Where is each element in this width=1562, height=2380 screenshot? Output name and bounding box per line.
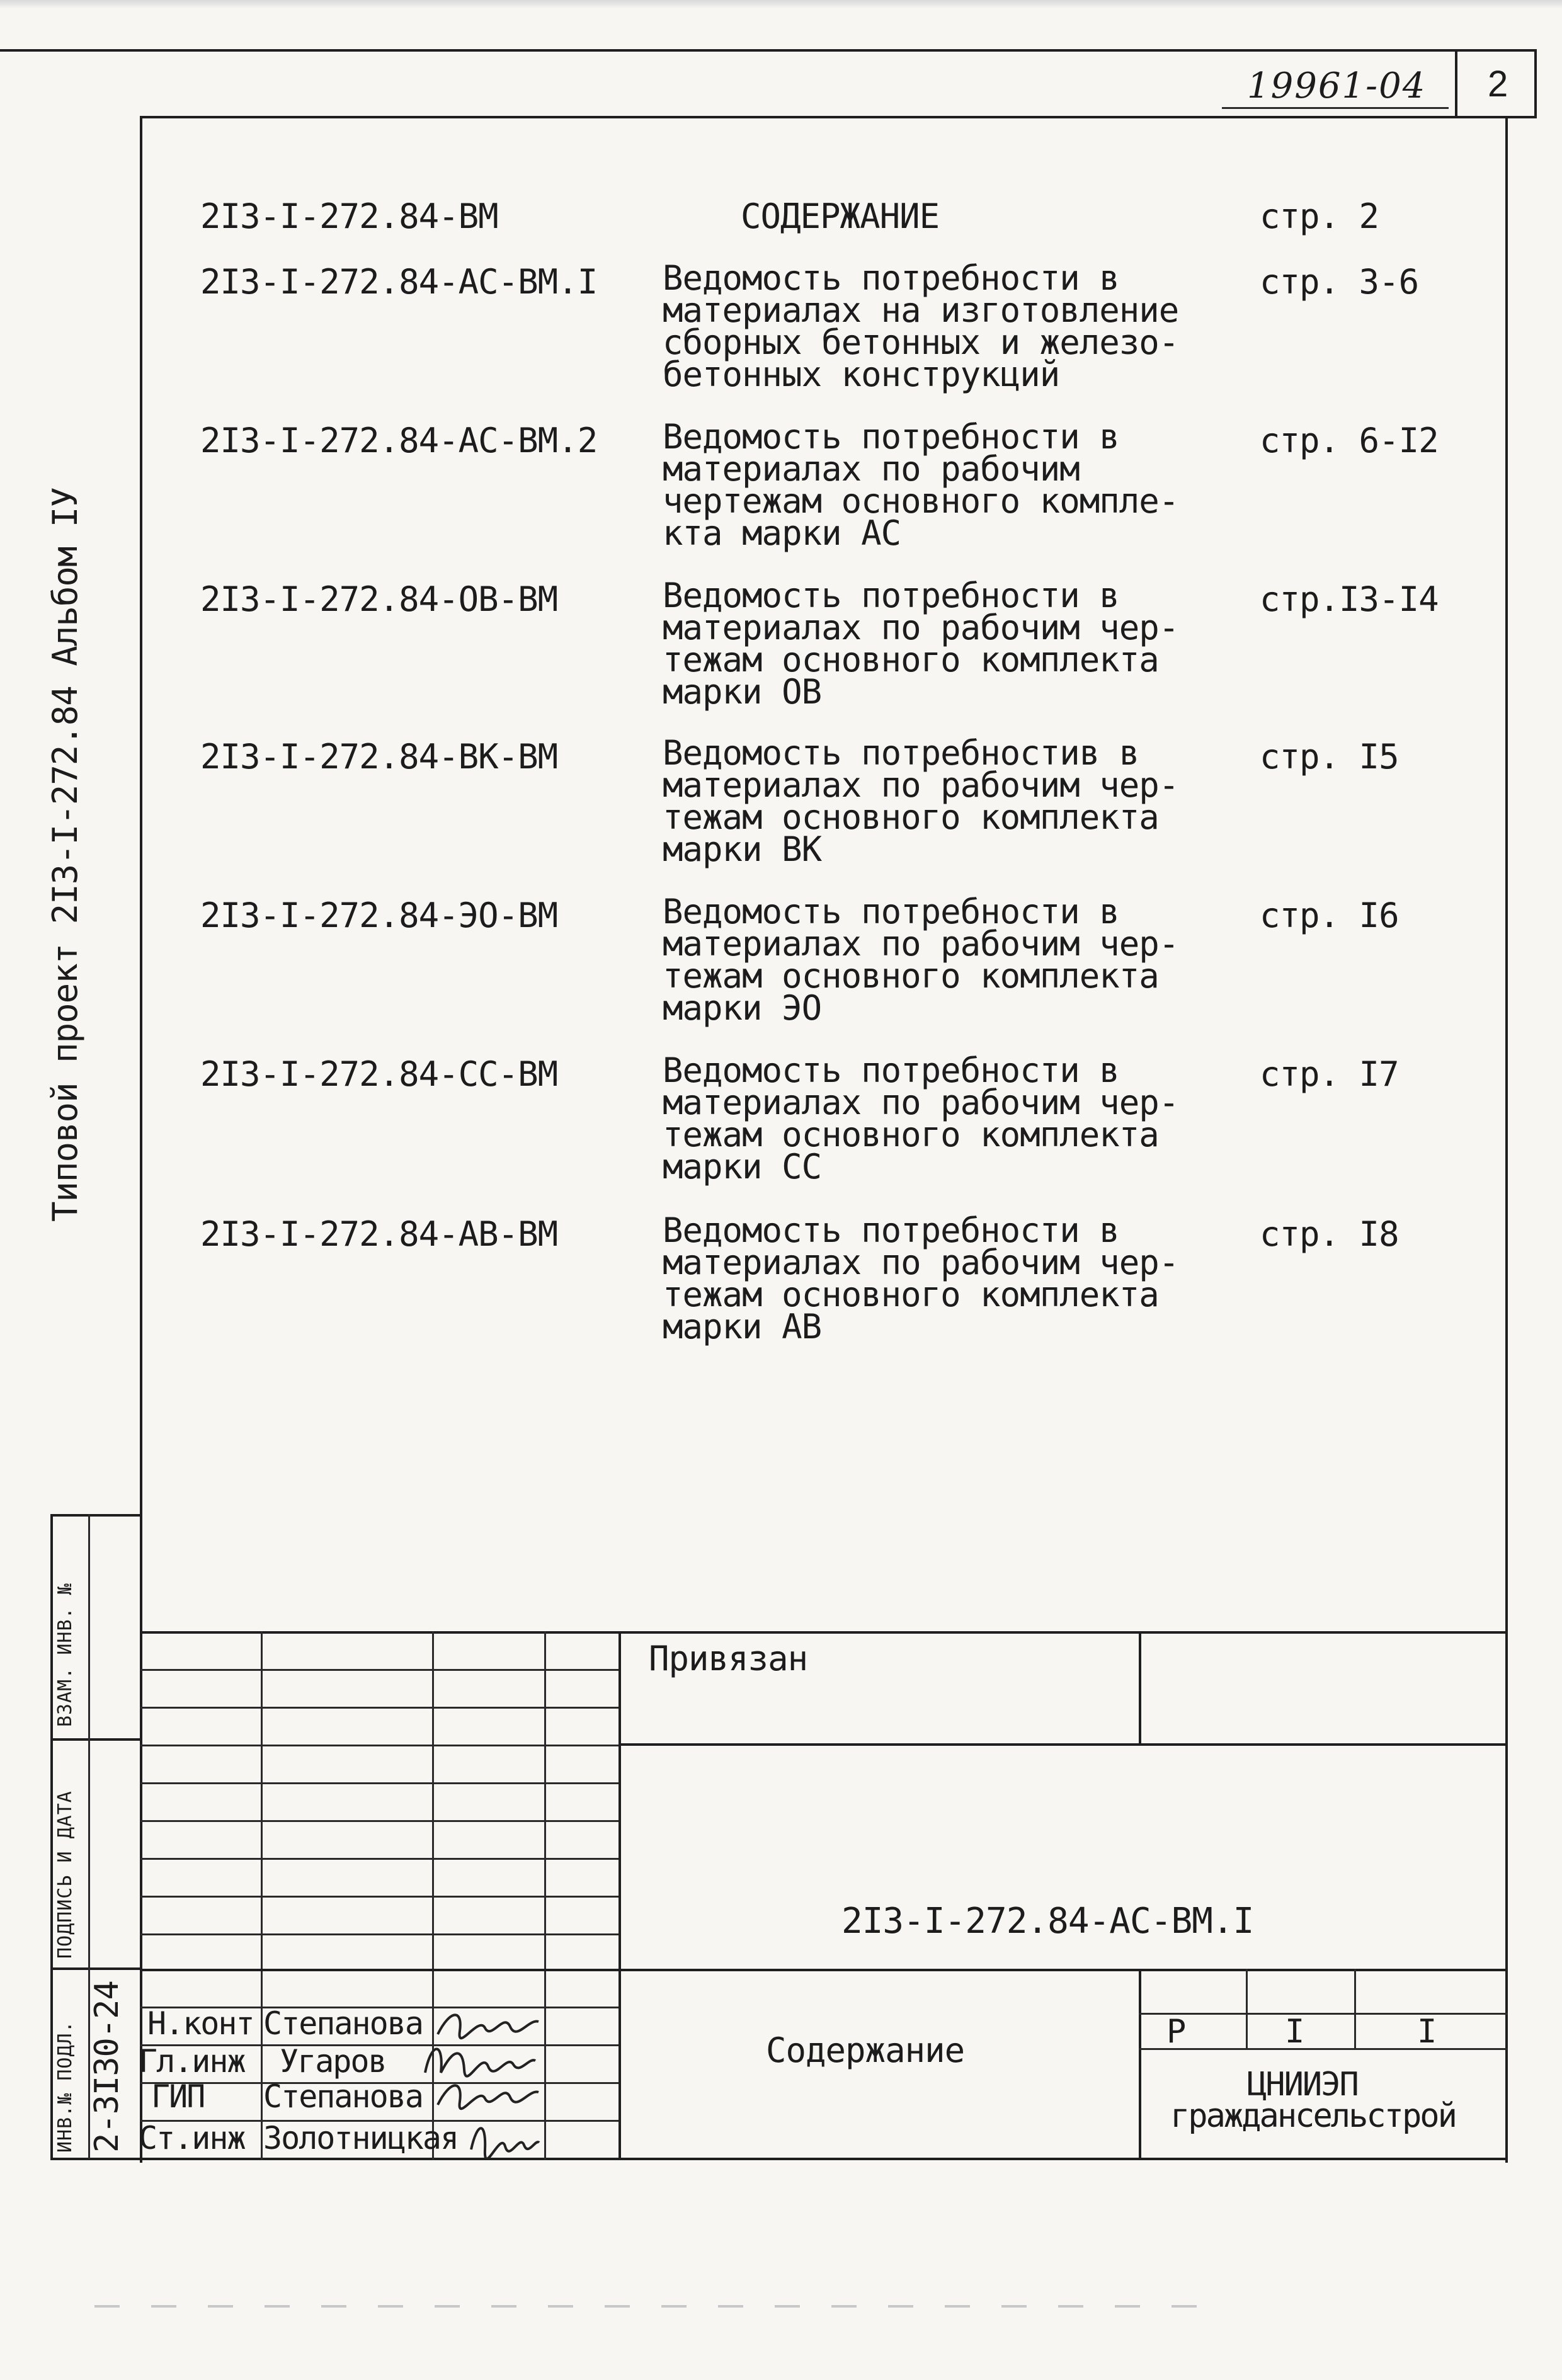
- tb-grid-h2: [140, 1707, 619, 1709]
- item-code: 2I3-I-272.84-СС-ВМ: [200, 1054, 558, 1094]
- tb-grid-h9: [140, 1969, 1508, 1971]
- item-code: 2I3-I-272.84-АС-ВМ.I: [200, 262, 598, 302]
- tb-stage-row: [1139, 2013, 1508, 2015]
- item-description: Ведомость потребности в материалах по рабочим чер- тежам основного комплекта марки АВ: [663, 1210, 1179, 1347]
- item-description: Ведомость потребности в материалах по рабочим чер- тежам основного комплекта марки СС: [663, 1051, 1179, 1187]
- doc-number: 19961-04: [1247, 65, 1427, 106]
- tb-stage-col1: [1246, 1969, 1248, 2049]
- item-description: Ведомость потребности в материалах по рабочим чер- тежам основного комплекта марки ОВ: [663, 576, 1179, 712]
- contents-title-page: стр. 2: [1260, 196, 1379, 236]
- inv-orig-value: 2-3I30-24: [88, 1981, 126, 2153]
- tb-grid-h3: [140, 1745, 619, 1746]
- sig-role-3: ГИП: [151, 2078, 205, 2115]
- sig-name-3: Степанова: [263, 2078, 423, 2115]
- sig-name-2: Угаров: [280, 2043, 386, 2080]
- sig-role-4: Ст.инж: [139, 2120, 245, 2156]
- item-page: стр. I8: [1260, 1214, 1399, 1254]
- item-page: стр. 3-6: [1260, 262, 1419, 302]
- frame-left: [140, 116, 142, 2163]
- item-description: Ведомость потребности в материалах на изготовление сборных бетонных и железо- бетонных конструкций: [663, 258, 1179, 394]
- side-stamp-top: [50, 1514, 141, 1517]
- item-description: Ведомость потребности в материалах по рабочим чертежам основного компле- кта марки АС: [663, 417, 1179, 553]
- header-top-border: [0, 49, 1537, 52]
- signature-mark-3: [435, 2073, 542, 2117]
- designation: 2I3-I-272.84-АС-ВМ.I: [841, 1901, 1254, 1942]
- sign-date-label: ПОДПИСЬ И ДАТА: [54, 1791, 76, 1959]
- item-code: 2I3-I-272.84-АС-ВМ.2: [200, 421, 598, 460]
- item-code: 2I3-I-272.84-АВ-ВМ: [200, 1214, 558, 1254]
- item-description: Ведомость потребностив в материалах по рабочим чер- тежам основного комплекта марки ВК: [663, 733, 1179, 869]
- stage-value: Р: [1166, 2013, 1187, 2051]
- tb-left-divider: [619, 1631, 621, 2160]
- sheet-name: Содержание: [766, 2030, 965, 2070]
- frame-right: [1505, 116, 1508, 2163]
- scan-edge-top: [0, 0, 1562, 9]
- item-page: стр. I6: [1260, 896, 1399, 935]
- sheet-number: 2: [1488, 64, 1508, 105]
- tb-grid-h1: [140, 1669, 619, 1671]
- tb-stage-col2: [1354, 1969, 1356, 2049]
- item-page: стр.I3-I4: [1260, 579, 1439, 619]
- inv-orig-label: ИНВ.№ ПОДЛ.: [54, 2020, 76, 2153]
- organization-line2: граждансельстрой: [1170, 2097, 1456, 2135]
- doc-number-underline: [1222, 107, 1449, 109]
- frame-top: [140, 116, 1537, 118]
- item-page: стр. 6-I2: [1260, 421, 1439, 460]
- tb-grid-h6: [140, 1858, 619, 1860]
- tb-attached-divider: [1139, 1631, 1141, 1745]
- sheets-value: I: [1417, 2013, 1437, 2051]
- item-description: Ведомость потребности в материалах по рабочим чер- тежам основного комплекта марки ЭО: [663, 892, 1179, 1028]
- item-page: стр. I5: [1260, 737, 1399, 777]
- side-stamp-left-border: [50, 1514, 53, 2160]
- sig-name-1: Степанова: [263, 2005, 423, 2042]
- item-page: стр. I7: [1260, 1054, 1399, 1094]
- tb-grid-h8: [140, 1933, 619, 1935]
- contents-title: СОДЕРЖАНИЕ: [741, 196, 940, 236]
- frame-bottom: [50, 2158, 1508, 2160]
- tb-grid-h5: [140, 1820, 619, 1822]
- sheet-value: I: [1285, 2013, 1305, 2051]
- item-code: 2I3-I-272.84-ВК-ВМ: [200, 737, 558, 777]
- sig-name-4: Золотницкая: [263, 2120, 459, 2156]
- scan-noise-bottom: [94, 2305, 1228, 2308]
- tb-stage-divider: [1139, 1969, 1141, 2160]
- side-stamp-sep2: [50, 1967, 141, 1970]
- contents-title-code: 2I3-I-272.84-ВМ: [200, 196, 498, 236]
- attached-label: Привязан: [649, 1639, 808, 1678]
- sig-role-2: Гл.инж: [139, 2043, 245, 2080]
- side-title: Типовой проект 2I3-I-272.84 Альбом IУ: [45, 487, 85, 1222]
- tb-right-h1: [619, 1743, 1508, 1746]
- tb-grid-h4: [140, 1782, 619, 1784]
- side-stamp-sep1: [50, 1738, 141, 1741]
- item-code: 2I3-I-272.84-ОВ-ВМ: [200, 579, 558, 619]
- tb-top: [140, 1631, 1508, 1634]
- tb-grid-h7: [140, 1896, 619, 1898]
- item-code: 2I3-I-272.84-ЭО-ВМ: [200, 896, 558, 935]
- tb-stage-row2: [1139, 2048, 1508, 2050]
- inv-replace-label: ВЗАМ. ИНВ. №: [54, 1583, 76, 1727]
- header-right-border: [1534, 49, 1537, 118]
- header-divider: [1455, 49, 1457, 118]
- organization-line1: ЦНИИЭП: [1247, 2066, 1358, 2104]
- signature-mark-4: [466, 2115, 542, 2159]
- sig-role-1: Н.конт: [147, 2005, 254, 2042]
